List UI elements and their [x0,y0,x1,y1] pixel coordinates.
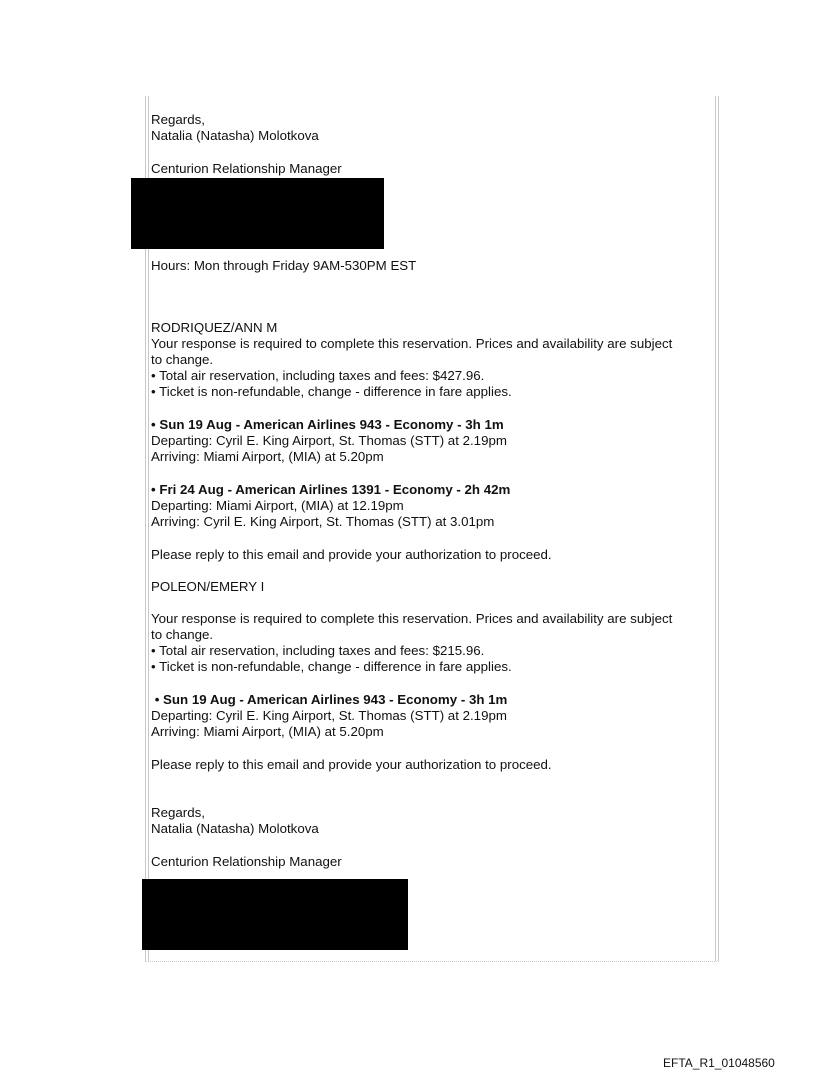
signature-regards: Regards, [151,805,205,820]
document-id: EFTA_R1_01048560 [663,1056,775,1070]
bullet-total-fare: • Total air reservation, including taxes and fees: $215.96. [151,643,485,658]
flight-arriving: Arriving: Miami Airport, (MIA) at 5.20pm [151,449,384,464]
flight-heading: • Sun 19 Aug - American Airlines 943 - Economy - 3h 1m [151,692,508,707]
bullet-total-fare: • Total air reservation, including taxes and fees: $427.96. [151,368,485,383]
notice-text-continued: to change. [151,352,214,367]
signature-title: Centurion Relationship Manager [151,854,342,869]
flight-departing: Departing: Cyril E. King Airport, St. Thomas (STT) at 2.19pm [151,433,507,448]
signature-name: Natalia (Natasha) Molotkova [151,821,319,836]
flight-departing: Departing: Miami Airport, (MIA) at 12.19pm [151,498,404,513]
notice-text: Your response is required to complete this reservation. Prices and availability are subject [151,611,673,626]
passenger-name: POLEON/EMERY I [151,579,265,594]
bullet-ticket-policy: • Ticket is non-refundable, change - difference in fare applies. [151,384,512,399]
passenger-name: RODRIQUEZ/ANN M [151,320,278,335]
redaction-block [142,879,408,950]
signature-name: Natalia (Natasha) Molotkova [151,128,319,143]
redaction-block [131,178,384,249]
flight-heading: • Fri 24 Aug - American Airlines 1391 - Economy - 2h 42m [151,482,511,497]
flight-arriving: Arriving: Miami Airport, (MIA) at 5.20pm [151,724,384,739]
signature-regards: Regards, [151,112,205,127]
signature-hours: Hours: Mon through Friday 9AM-530PM EST [151,258,417,273]
signature-title: Centurion Relationship Manager [151,161,342,176]
reply-instruction: Please reply to this email and provide your authorization to proceed. [151,547,552,562]
notice-text: Your response is required to complete this reservation. Prices and availability are subject [151,336,673,351]
bullet-ticket-policy: • Ticket is non-refundable, change - difference in fare applies. [151,659,512,674]
notice-text-continued: to change. [151,627,214,642]
flight-arriving: Arriving: Cyril E. King Airport, St. Thomas (STT) at 3.01pm [151,514,495,529]
reply-instruction: Please reply to this email and provide your authorization to proceed. [151,757,552,772]
flight-departing: Departing: Cyril E. King Airport, St. Thomas (STT) at 2.19pm [151,708,507,723]
flight-heading: • Sun 19 Aug - American Airlines 943 - Economy - 3h 1m [151,417,504,432]
